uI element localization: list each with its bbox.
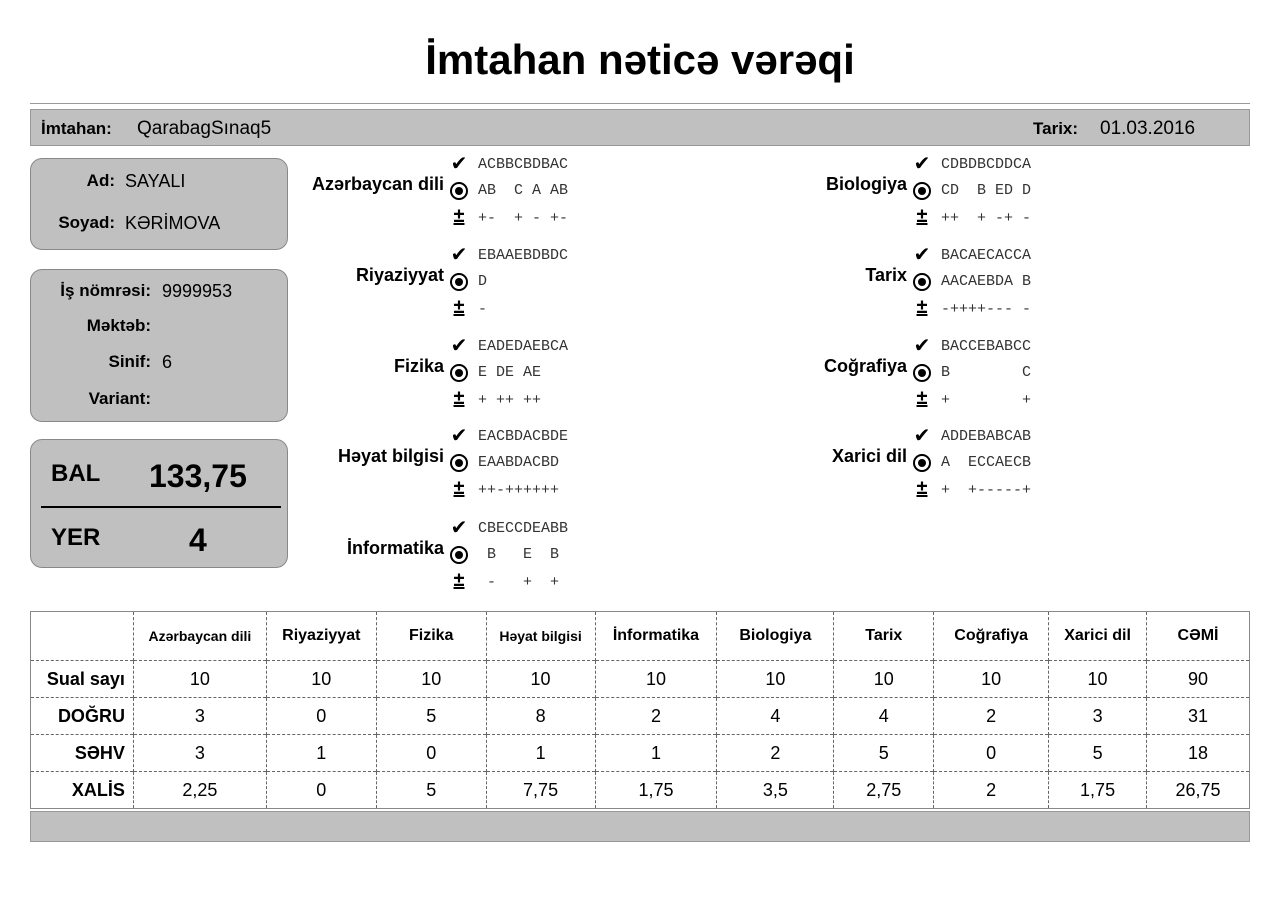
table-cell: 0 — [376, 735, 486, 772]
radio-icon — [913, 182, 931, 200]
exam-info-bar — [30, 109, 1250, 146]
table-cell: 3,5 — [717, 772, 834, 809]
plus-minus-icon: ± — [916, 205, 928, 227]
table-header-row — [31, 612, 1250, 661]
table-cell: 5 — [376, 698, 486, 735]
table-cell: 2 — [717, 735, 834, 772]
check-icon: ✔ — [450, 335, 468, 357]
student-answers: AB C A AB — [478, 182, 569, 199]
plus-minus-icon: ± — [916, 477, 928, 499]
radio-icon — [913, 273, 931, 291]
table-cell: 90 — [1147, 661, 1250, 698]
subject-name: Tarix — [865, 265, 907, 285]
answer-marks: -++++--- - — [941, 301, 1032, 318]
score-divider — [41, 506, 281, 508]
table-cell: 31 — [1147, 698, 1250, 735]
table-cell: 1,75 — [1049, 772, 1147, 809]
check-icon: ✔ — [913, 425, 931, 447]
subject-name: Coğrafiya — [823, 356, 907, 376]
table-cell: 10 — [266, 661, 376, 698]
table-row — [31, 772, 1250, 809]
table-row — [31, 735, 1250, 772]
table-cell: 0 — [266, 772, 376, 809]
footer-bar — [30, 811, 1250, 842]
plus-minus-icon: ± — [453, 296, 465, 318]
check-icon: ✔ — [913, 335, 931, 357]
subject-block — [300, 150, 620, 240]
table-cell: 5 — [376, 772, 486, 809]
row-label: SƏHV — [31, 735, 134, 772]
table-header-cell: CƏMİ — [1147, 612, 1250, 661]
answer-key: ADDEBABCAB — [941, 428, 1032, 445]
date-label: Tarix: — [1033, 119, 1079, 138]
class-value: 6 — [162, 352, 173, 372]
page-title: İmtahan nəticə vərəqi — [425, 36, 855, 83]
plus-minus-icon: ± — [453, 205, 465, 227]
yer-value: 4 — [189, 522, 207, 558]
answer-key: EACBDACBDE — [478, 428, 569, 445]
answer-marks: +- + - +- — [478, 210, 569, 227]
exam-value: QarabagSınaq5 — [137, 118, 272, 139]
subject-name: Fizika — [393, 356, 444, 376]
student-answers: B E B — [478, 546, 560, 563]
table-cell: 4 — [717, 698, 834, 735]
table-cell: 5 — [1049, 735, 1147, 772]
subject-block — [300, 422, 620, 512]
table-cell: 3 — [1049, 698, 1147, 735]
date-value: 01.03.2016 — [1100, 118, 1196, 139]
subject-block — [763, 241, 1083, 331]
row-label: Sual sayı — [31, 661, 134, 698]
answer-marks: ++-++++++ — [478, 482, 560, 499]
table-cell: 2,25 — [133, 772, 266, 809]
table-cell: 2 — [934, 698, 1049, 735]
plus-minus-icon: ± — [453, 477, 465, 499]
subject-block — [763, 150, 1083, 240]
work-number-value: 9999953 — [162, 281, 233, 301]
answer-marks: - + + — [478, 574, 560, 591]
name-value: SAYALI — [125, 171, 186, 191]
answer-key: ACBBCBDBAC — [478, 156, 569, 173]
work-number-label: İş nömrəsi: — [60, 281, 151, 300]
student-answers: AACAEBDA B — [941, 273, 1032, 290]
table-header-cell: Həyat bilgisi — [486, 612, 595, 661]
title-divider — [30, 103, 1250, 104]
table-header-cell: Fizika — [376, 612, 486, 661]
table-cell: 1 — [266, 735, 376, 772]
subject-name: Azərbaycan dili — [311, 174, 444, 194]
table-row — [31, 698, 1250, 735]
answer-key: BACCEBABCC — [941, 338, 1032, 355]
plus-minus-icon: ± — [453, 387, 465, 409]
table-cell: 10 — [1049, 661, 1147, 698]
results-table — [30, 611, 1250, 809]
table-cell: 18 — [1147, 735, 1250, 772]
school-label: Məktəb: — [86, 316, 151, 335]
answer-key: BACAECACCA — [941, 247, 1032, 264]
class-label: Sinif: — [108, 352, 151, 371]
table-cell: 3 — [133, 698, 266, 735]
student-answers: D — [478, 273, 488, 290]
table-cell: 10 — [595, 661, 717, 698]
table-cell: 10 — [717, 661, 834, 698]
answer-marks: + ++ ++ — [478, 392, 542, 409]
radio-icon — [450, 182, 468, 200]
table-cell: 10 — [376, 661, 486, 698]
exam-label: İmtahan: — [41, 119, 112, 138]
yer-label: YER — [51, 524, 101, 551]
answer-marks: ++ + -+ - — [941, 210, 1032, 227]
table-header-cell: Coğrafiya — [934, 612, 1049, 661]
work-info-box — [30, 269, 288, 422]
subject-block — [300, 514, 620, 604]
answer-marks: + +-----+ — [941, 482, 1032, 499]
table-cell: 0 — [934, 735, 1049, 772]
table-header-cell: Biologiya — [717, 612, 834, 661]
check-icon: ✔ — [450, 244, 468, 266]
student-box — [30, 158, 288, 250]
table-cell: 10 — [834, 661, 934, 698]
table-cell: 4 — [834, 698, 934, 735]
subject-name: Həyat bilgisi — [337, 446, 444, 466]
table-header-cell — [31, 612, 134, 661]
table-cell: 10 — [133, 661, 266, 698]
check-icon: ✔ — [913, 244, 931, 266]
student-answers: B C — [941, 364, 1032, 381]
table-cell: 2,75 — [834, 772, 934, 809]
answer-marks: + + — [941, 392, 1032, 409]
bal-label: BAL — [51, 460, 101, 487]
table-cell: 2 — [595, 698, 717, 735]
check-icon: ✔ — [450, 425, 468, 447]
subject-name: Biologiya — [825, 174, 907, 194]
table-header-cell: Azərbaycan dili — [133, 612, 266, 661]
row-label: XALİS — [31, 772, 134, 809]
score-box — [30, 439, 288, 568]
table-cell: 0 — [266, 698, 376, 735]
table-header-cell: Riyaziyyat — [266, 612, 376, 661]
table-header-cell: Tarix — [834, 612, 934, 661]
table-cell: 10 — [934, 661, 1049, 698]
table-header-cell: İnformatika — [595, 612, 717, 661]
answer-marks: - — [478, 301, 488, 318]
row-label: DOĞRU — [31, 698, 134, 735]
surname-value: KƏRİMOVA — [125, 213, 221, 233]
subject-block — [763, 332, 1083, 422]
radio-icon — [450, 364, 468, 382]
radio-icon — [450, 546, 468, 564]
variant-label: Variant: — [88, 389, 151, 408]
radio-icon — [913, 454, 931, 472]
table-cell: 10 — [486, 661, 595, 698]
student-answers: E DE AE — [478, 364, 542, 381]
student-answers: EAABDACBD — [478, 454, 560, 471]
check-icon: ✔ — [450, 153, 468, 175]
table-cell: 1 — [595, 735, 717, 772]
table-cell: 8 — [486, 698, 595, 735]
table-cell: 3 — [133, 735, 266, 772]
answer-key: CBECCDEABB — [478, 520, 569, 537]
subject-block — [300, 332, 620, 422]
table-cell: 5 — [834, 735, 934, 772]
plus-minus-icon: ± — [916, 387, 928, 409]
radio-icon — [450, 273, 468, 291]
check-icon: ✔ — [450, 517, 468, 539]
plus-minus-icon: ± — [916, 296, 928, 318]
radio-icon — [450, 454, 468, 472]
table-cell: 1,75 — [595, 772, 717, 809]
answer-key: EADEDAEBCA — [478, 338, 569, 355]
table-cell: 26,75 — [1147, 772, 1250, 809]
student-answers: A ECCAECB — [941, 454, 1032, 471]
subject-block — [763, 422, 1083, 512]
check-icon: ✔ — [913, 153, 931, 175]
subject-name: Xarici dil — [831, 446, 907, 466]
table-cell: 1 — [486, 735, 595, 772]
table-cell: 7,75 — [486, 772, 595, 809]
radio-icon — [913, 364, 931, 382]
table-cell: 2 — [934, 772, 1049, 809]
table-header-cell: Xarici dil — [1049, 612, 1147, 661]
student-answers: CD B ED D — [941, 182, 1032, 199]
table-row — [31, 661, 1250, 698]
subject-name: Riyaziyyat — [355, 265, 444, 285]
surname-label: Soyad: — [58, 213, 115, 232]
subject-block — [300, 241, 620, 331]
name-label: Ad: — [86, 171, 115, 190]
answer-key: EBAAEBDBDC — [478, 247, 569, 264]
answer-key: CDBDBCDDCA — [941, 156, 1032, 173]
bal-value: 133,75 — [149, 458, 247, 494]
subject-name: İnformatika — [346, 538, 444, 558]
plus-minus-icon: ± — [453, 569, 465, 591]
